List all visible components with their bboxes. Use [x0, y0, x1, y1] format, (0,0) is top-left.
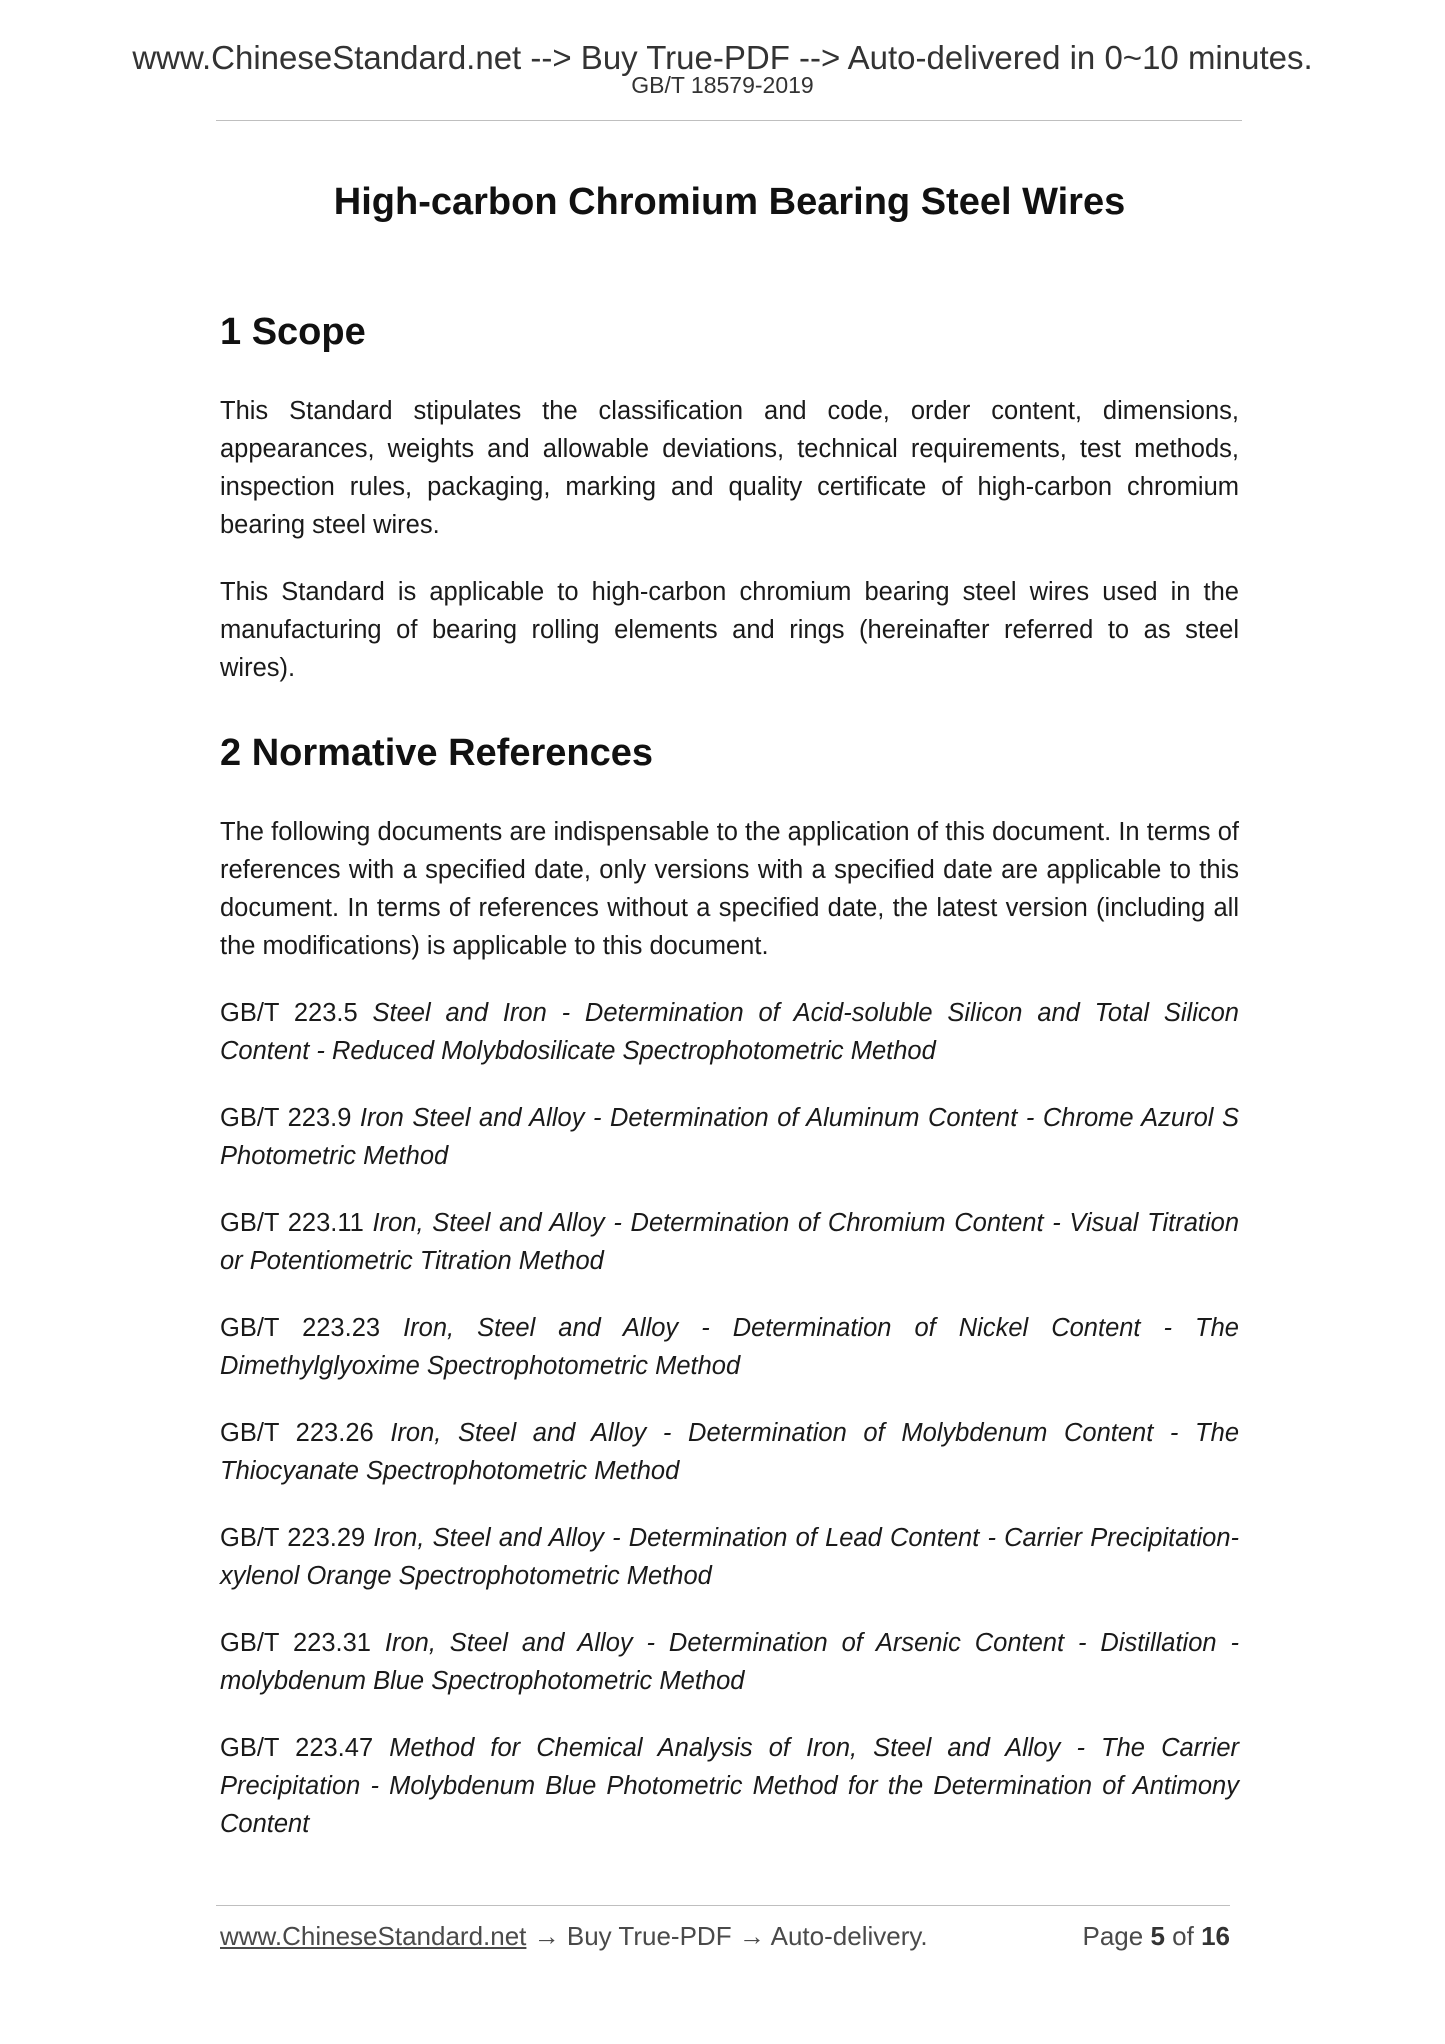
reference-code: GB/T 223.5: [220, 999, 358, 1027]
reference-title: Iron, Steel and Alloy - Determination of Arsenic Content - Distillation - molybdenum Blue Spectrophotometric Method: [220, 1629, 1239, 1695]
page-footer: [220, 1918, 1230, 1954]
document-title: High-carbon Chromium Bearing Steel Wires: [333, 181, 1126, 223]
reference-code: GB/T 223.23: [220, 1314, 381, 1342]
reference-title: Iron, Steel and Alloy - Determination of Nickel Content - The Dimethylglyoxime Spectrophotometric Method: [220, 1314, 1239, 1380]
footer-site-link[interactable]: www.ChineseStandard.net: [220, 1921, 527, 1951]
page-total: 16: [1201, 1921, 1230, 1951]
top-banner: www.ChineseStandard.net --> Buy True-PDF --> Auto-delivered in 0~10 minutes.: [132, 39, 1313, 76]
reference-entry: [220, 1519, 1239, 1595]
section-heading-scope: 1 Scope: [220, 311, 366, 353]
reference-code: GB/T 223.26: [220, 1419, 374, 1447]
arrow-right-icon: →: [533, 1921, 560, 1951]
standard-code: GB/T 18579-2019: [631, 72, 814, 98]
references-intro-paragraph: The following documents are indispensable to the application of this document. In terms of references with a specified date, only versions with a specified date are applicable to this document. In terms of references without a specified date, the latest version (including all the modifications) is applicable to this document.: [220, 818, 1239, 960]
page-of-label: of: [1172, 1921, 1194, 1951]
reference-title: Steel and Iron - Determination of Acid-soluble Silicon and Total Silicon Content - Reduced Molybdosilicate Spectrophotometric Method: [220, 999, 1239, 1065]
scope-paragraph: This Standard is applicable to high-carbon chromium bearing steel wires used in the manufacturing of bearing rolling elements and rings (hereinafter referred to as steel wires).: [220, 578, 1239, 682]
page-label: Page: [1082, 1921, 1144, 1951]
reference-code: GB/T 223.11: [220, 1209, 364, 1237]
reference-title: Iron, Steel and Alloy - Determination of Chromium Content - Visual Titration or Potentiometric Titration Method: [220, 1209, 1239, 1275]
reference-code: GB/T 223.29: [220, 1524, 366, 1552]
reference-entry: [220, 1309, 1239, 1385]
section-heading-normative-references: 2 Normative References: [220, 732, 653, 774]
reference-title: Method for Chemical Analysis of Iron, Steel and Alloy - The Carrier Precipitation - Molybdenum Blue Photometric Method for the Determination of Antimony Content: [220, 1734, 1239, 1838]
scope-paragraph: This Standard stipulates the classification and code, order content, dimensions, appearances, weights and allowable deviations, technical requirements, test methods, inspection rules, packaging, marking and quality certificate of high-carbon chromium bearing steel wires.: [220, 397, 1239, 539]
reference-code: GB/T 223.31: [220, 1629, 371, 1657]
header-divider: [216, 120, 1242, 121]
footer-promo: [220, 1918, 928, 1954]
page-number: [1082, 1918, 1230, 1954]
reference-title: Iron Steel and Alloy - Determination of Aluminum Content - Chrome Azurol S Photometric Method: [220, 1104, 1239, 1170]
reference-entry: [220, 994, 1239, 1070]
reference-entry: [220, 1414, 1239, 1490]
reference-entry: [220, 1204, 1239, 1280]
document-body: [220, 178, 1239, 1872]
arrow-right-icon: →: [738, 1921, 765, 1951]
reference-entry: [220, 1099, 1239, 1175]
footer-delivery-text: Auto-delivery.: [770, 1921, 928, 1951]
page-current: 5: [1150, 1921, 1165, 1951]
reference-entry: [220, 1624, 1239, 1700]
reference-code: GB/T 223.9: [220, 1104, 352, 1132]
reference-code: GB/T 223.47: [220, 1734, 374, 1762]
reference-title: Iron, Steel and Alloy - Determination of Molybdenum Content - The Thiocyanate Spectrophotometric Method: [220, 1419, 1240, 1485]
reference-entry: [220, 1729, 1239, 1843]
reference-title: Iron, Steel and Alloy - Determination of Lead Content - Carrier Precipitation-xylenol Orange Spectrophotometric Method: [220, 1524, 1240, 1590]
footer-divider: [216, 1905, 1230, 1906]
footer-buy-text: Buy True-PDF: [566, 1921, 732, 1951]
